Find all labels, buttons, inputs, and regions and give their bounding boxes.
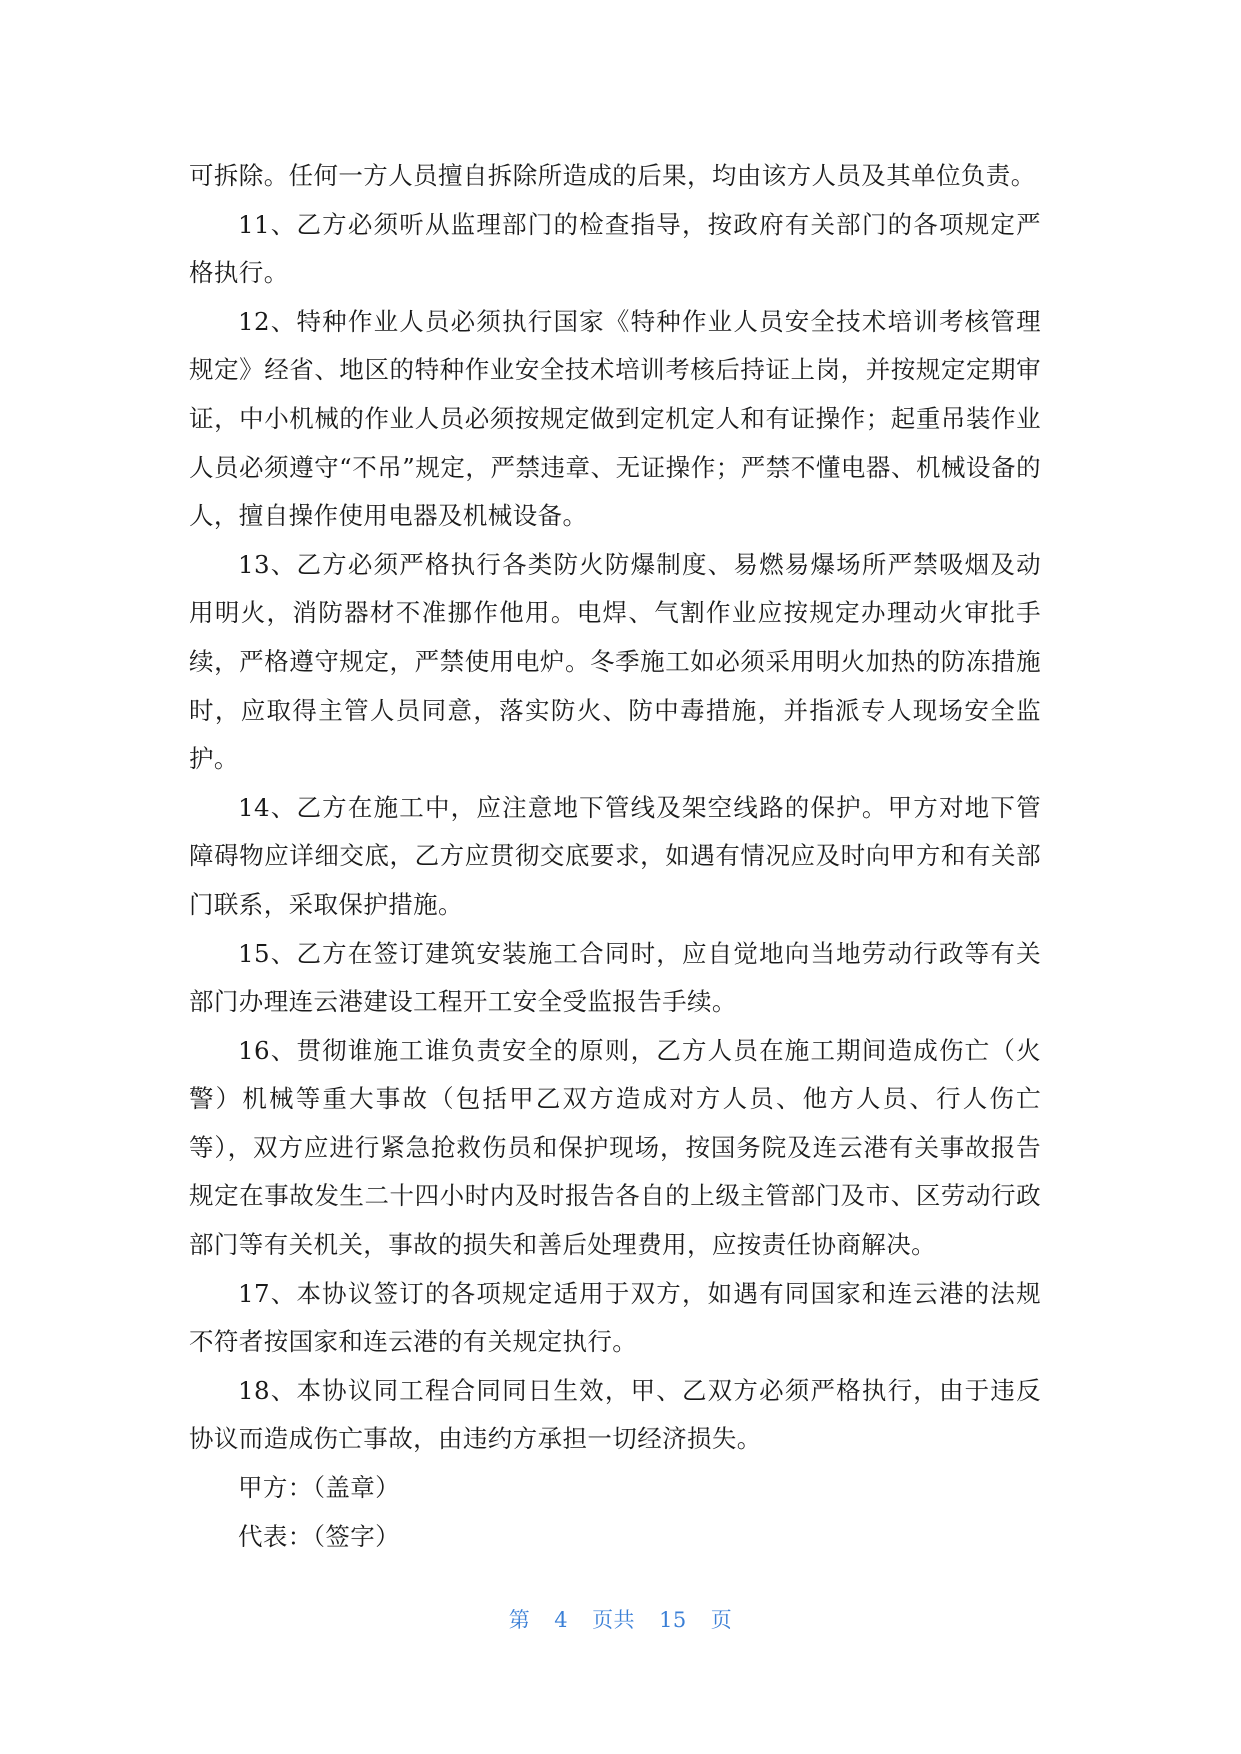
document-body	[189, 152, 1041, 1561]
footer-label-of: 页共	[592, 1608, 636, 1632]
clause-11: 11、乙方必须听从监理部门的检查指导，按政府有关部门的各项规定严格执行。	[189, 209, 1041, 288]
footer-label-page: 第	[508, 1608, 531, 1632]
page-footer	[0, 1604, 1241, 1634]
footer-current-page: 4	[554, 1608, 569, 1632]
clause-15: 15、乙方在签订建筑安装施工合同时，应自觉地向当地劳动行政等有关部门办理连云港建设工程开工安全受监报告手续。	[189, 938, 1041, 1017]
footer-total-pages: 15	[659, 1608, 687, 1632]
clause-12: 12、特种作业人员必须执行国家《特种作业人员安全技术培训考核管理规定》经省、地区的特种作业安全技术培训考核后持证上岗，并按规定定期审证，中小机械的作业人员必须按规定做到定机定人和有证操作；起重吊装作业人员必须遵守“不吊”规定，严禁违章、无证操作；严禁不懂电器、机械设备的人，擅自操作使用电器及机械设备。	[189, 306, 1041, 531]
clause-18: 18、本协议同工程合同同日生效，甲、乙双方必须严格执行，由于违反协议而造成伤亡事故，由违约方承担一切经济损失。	[189, 1375, 1041, 1454]
representative-signature-line: 代表：（签字）	[238, 1521, 401, 1551]
clause-13: 13、乙方必须严格执行各类防火防爆制度、易燃易爆场所严禁吸烟及动用明火，消防器材不准挪作他用。电焊、气割作业应按规定办理动火审批手续，严格遵守规定，严禁使用电炉。冬季施工如必须采用明火加热的防冻措施时，应取得主管人员同意，落实防火、防中毒措施，并指派专人现场安全监护。	[189, 549, 1041, 774]
paragraph-continuation: 可拆除。任何一方人员擅自拆除所造成的后果，均由该方人员及其单位负责。	[189, 161, 1036, 190]
clause-16: 16、贯彻谁施工谁负责安全的原则，乙方人员在施工期间造成伤亡（火警）机械等重大事故（包括甲乙双方造成对方人员、他方人员、行人伤亡等），双方应进行紧急抢救伤员和保护现场，按国务院及连云港有关事故报告规定在事故发生二十四小时内及时报告各自的上级主管部门及市、区劳动行政部门等有关机关，事故的损失和善后处理费用，应按责任协商解决。	[189, 1035, 1041, 1260]
party-a-seal-line: 甲方：（盖章）	[238, 1473, 401, 1503]
footer-label-pages: 页	[710, 1608, 733, 1632]
clause-14: 14、乙方在施工中，应注意地下管线及架空线路的保护。甲方对地下管障碍物应详细交底，乙方应贯彻交底要求，如遇有情况应及时向甲方和有关部门联系，采取保护措施。	[189, 792, 1041, 919]
clause-17: 17、本协议签订的各项规定适用于双方，如遇有同国家和连云港的法规不符者按国家和连云港的有关规定执行。	[189, 1278, 1041, 1357]
